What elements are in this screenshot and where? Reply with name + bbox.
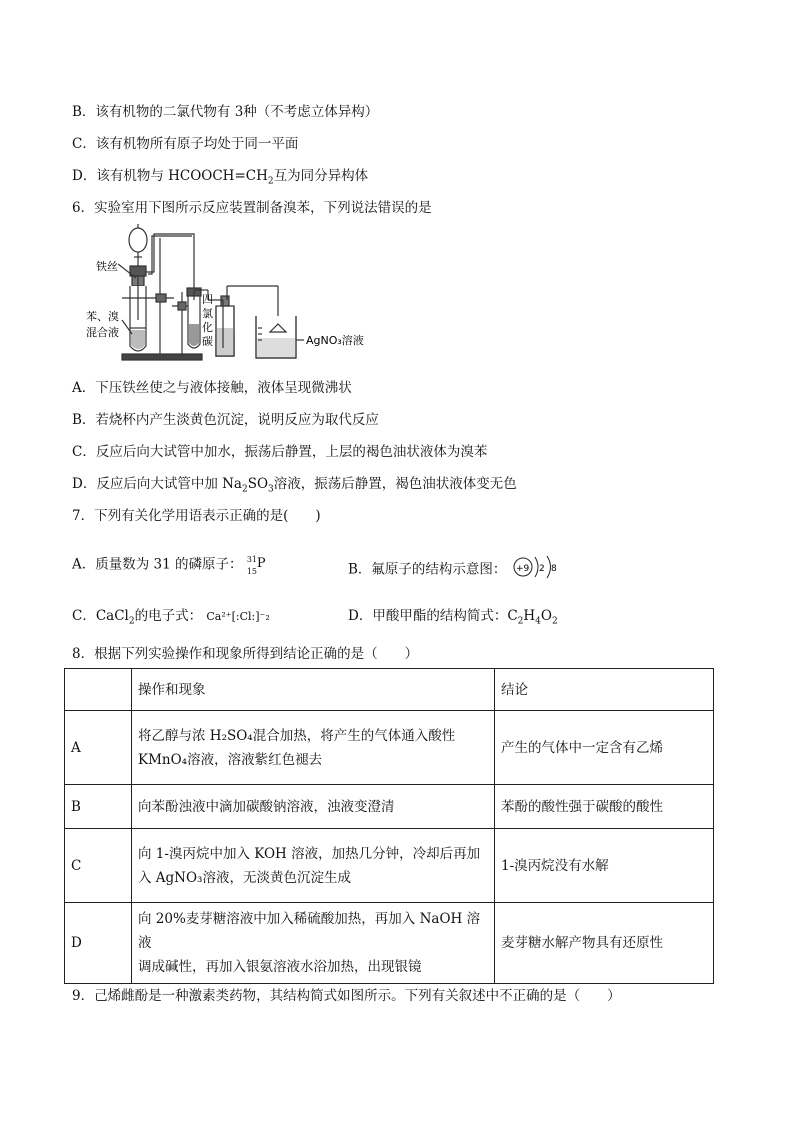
nucleus-charge: +9 <box>515 564 529 574</box>
label-ccl4-4: 碳 <box>202 335 213 348</box>
table-row <box>65 829 714 903</box>
fluorine-atom-diagram <box>511 554 563 586</box>
row-op-line1: 向苯酚浊液中滴加碳酸钠溶液，浊液变澄清 <box>138 798 395 815</box>
table-header-row <box>65 669 714 711</box>
q7-option-b-text: B．氟原子的结构示意图： <box>348 561 507 578</box>
header-operation: 操作和现象 <box>132 669 495 711</box>
q7-option-c-tail: 的电子式： <box>134 608 203 624</box>
q5-option-d-sub: 2 <box>267 176 274 187</box>
row-operation <box>132 711 495 785</box>
q7-option-a-text: A．质量数为 31 的磷原子： <box>72 556 243 573</box>
row-operation <box>132 785 495 829</box>
q6-option-a: A．下压铁丝使之与液体接触，液体呈现微沸状 <box>72 380 352 396</box>
row-conclusion: 1-溴丙烷没有水解 <box>495 829 714 903</box>
header-empty-cell <box>65 669 132 711</box>
q6-mid: SO <box>247 476 269 492</box>
row-key: D <box>65 903 132 984</box>
row-conclusion: 麦芽糖水解产物具有还原性 <box>495 903 714 984</box>
q6-option-d <box>72 474 517 500</box>
q7-option-c-text: C．CaCl <box>72 608 129 624</box>
phosphorus-nuclide <box>247 554 265 576</box>
row-conclusion: 苯酚的酸性强于碳酸的酸性 <box>495 785 714 829</box>
row-operation <box>132 829 495 903</box>
q6-option-d-tail: 溶液，振荡后静置，褐色油状液体变无色 <box>273 476 517 492</box>
q7-stem: 7．下列有关化学用语表示正确的是( ) <box>72 508 321 524</box>
apparatus-diagram <box>82 224 372 362</box>
label-ccl4-1: 四 <box>202 293 213 306</box>
q9-stem: 9．己烯雌酚是一种激素类药物，其结构简式如图所示。下列有关叙述中不正确的是（ ） <box>72 988 621 1004</box>
label-mixture: 混合液 <box>86 326 119 339</box>
q6-option-c: C．反应后向大试管中加水，振荡后静置，上层的褐色油状液体为溴苯 <box>72 444 488 460</box>
element-symbol: P <box>256 556 266 571</box>
row-operation <box>132 903 495 984</box>
q7-option-d <box>348 606 558 632</box>
q6-option-d-text: D．反应后向大试管中加 Na <box>72 476 242 492</box>
label-ccl4-2: 氯 <box>202 307 213 320</box>
bromobenzene-apparatus-figure <box>82 224 372 362</box>
table-row <box>65 785 714 829</box>
row-key: B <box>65 785 132 829</box>
experiment-table <box>64 668 714 984</box>
label-agno3: AgNO₃溶液 <box>306 334 364 347</box>
atom-structure-svg <box>511 554 563 580</box>
q6-stem: 6．实验室用下图所示反应装置制备溴苯，下列说法错误的是 <box>72 200 432 216</box>
q5-option-d <box>72 166 368 192</box>
shell-2-electrons: 8 <box>550 564 557 574</box>
q7-d-h: H <box>523 608 536 624</box>
q7-d-o: O <box>540 608 552 624</box>
q7-option-d-text: D．甲酸甲酯的结构简式：C <box>348 608 518 624</box>
q6-sub1: 2 <box>241 484 248 495</box>
q7-d-sub2: 4 <box>535 616 541 627</box>
cacl2-electron-formula: Ca²⁺[:Cl:]⁻₂ <box>206 610 270 623</box>
header-conclusion: 结论 <box>495 669 714 711</box>
q7-d-sub1: 2 <box>517 616 524 627</box>
atomic-number: 15 <box>246 567 257 576</box>
q5-option-b: B．该有机物的二氯代物有 3种（不考虑立体异构） <box>72 104 379 120</box>
q7-option-c <box>72 606 270 632</box>
q7-option-c-sub: 2 <box>128 616 135 627</box>
mass-number: 31 <box>246 555 257 564</box>
q7-d-sub3: 2 <box>551 616 558 627</box>
q6-option-b: B．若烧杯内产生淡黄色沉淀，说明反应为取代反应 <box>72 412 379 428</box>
q6-sub2: 3 <box>268 484 274 495</box>
row-op-line1: 将乙醇与浓 H₂SO₄混合加热，将产生的气体通入酸性 <box>138 727 456 744</box>
q5-option-d-tail: 互为同分异构体 <box>273 168 369 184</box>
q7-option-b <box>348 554 563 586</box>
row-op-line2: 入 AgNO₃溶液，无淡黄色沉淀生成 <box>138 869 351 886</box>
table-row <box>65 903 714 984</box>
row-op-line2: 调成碱性，再加入银氨溶液水浴加热，出现银镜 <box>138 959 422 975</box>
row-conclusion: 产生的气体中一定含有乙烯 <box>495 711 714 785</box>
row-key: A <box>65 711 132 785</box>
label-benzene-bromine: 苯、溴 <box>86 310 119 323</box>
row-key: C <box>65 829 132 903</box>
row-op-line1: 向 20%麦芽糖溶液中加入稀硫酸加热，再加入 NaOH 溶液 <box>138 911 481 951</box>
table-row <box>65 711 714 785</box>
row-op-line1: 向 1-溴丙烷中加入 KOH 溶液，加热几分钟，冷却后再加 <box>138 845 481 862</box>
q5-option-c: C．该有机物所有原子均处于同一平面 <box>72 136 299 152</box>
q5-option-d-text: D．该有机物与 HCOOCH=CH <box>72 168 268 184</box>
q8-stem: 8．根据下列实验操作和现象所得到结论正确的是（ ） <box>72 646 419 662</box>
q7-option-a <box>72 554 265 576</box>
label-ccl4-3: 化 <box>202 321 213 334</box>
row-op-line2: KMnO₄溶液，溶液紫红色褪去 <box>138 751 323 768</box>
shell-1-electrons: 2 <box>538 564 545 574</box>
label-iron-wire: 铁丝 <box>96 260 118 273</box>
